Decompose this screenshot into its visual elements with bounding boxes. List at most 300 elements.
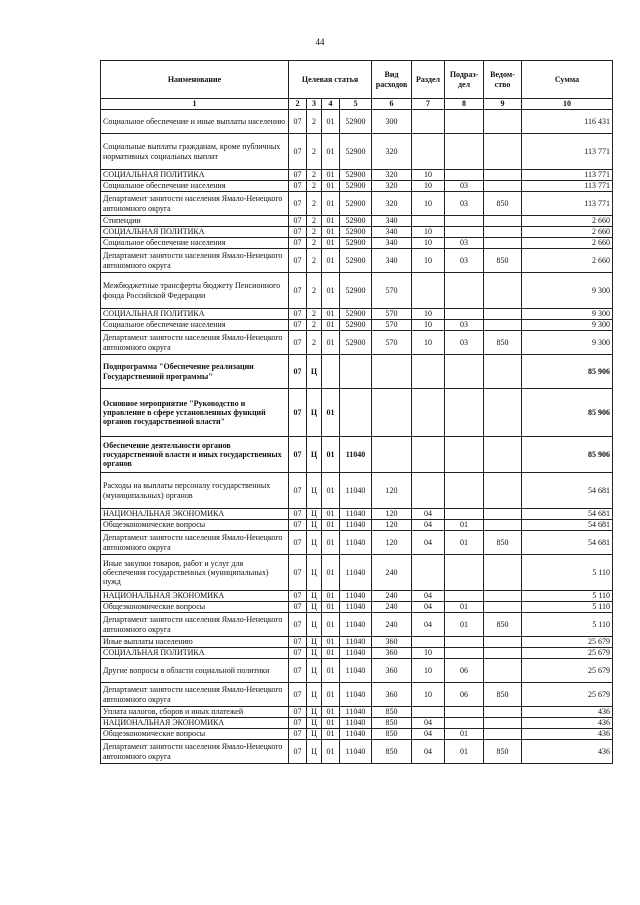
- direction-code-cell: 11040: [340, 648, 372, 659]
- table-row: [101, 531, 613, 555]
- expense-type-cell: 320: [372, 181, 412, 192]
- row-name-cell: НАЦИОНАЛЬНАЯ ЭКОНОМИКА: [101, 509, 289, 520]
- subprogram-code-cell: 2: [307, 331, 322, 355]
- direction-code-cell: 11040: [340, 707, 372, 718]
- row-name-cell: Департамент занятости населения Ямало-Ненецкого автономного округа: [101, 531, 289, 555]
- table-row: [101, 509, 613, 520]
- expense-type-cell: 240: [372, 555, 412, 591]
- direction-code-cell: 11040: [340, 659, 372, 683]
- event-code-cell: 01: [322, 181, 340, 192]
- sum-cell: 25 679: [522, 683, 613, 707]
- sum-cell: 436: [522, 729, 613, 740]
- column-number: 6: [372, 99, 412, 110]
- row-name-cell: Социальное обеспечение населения: [101, 320, 289, 331]
- table-row: [101, 473, 613, 509]
- subsection-cell: 01: [445, 602, 484, 613]
- section-cell: 10: [412, 181, 445, 192]
- table-row: [101, 591, 613, 602]
- program-code-cell: 07: [289, 320, 307, 331]
- program-code-cell: 07: [289, 216, 307, 227]
- direction-code-cell: 52900: [340, 320, 372, 331]
- table-row: [101, 659, 613, 683]
- table-row: [101, 437, 613, 473]
- sum-cell: 113 771: [522, 192, 613, 216]
- section-cell: 10: [412, 320, 445, 331]
- subprogram-code-cell: 2: [307, 249, 322, 273]
- row-name-cell: СОЦИАЛЬНАЯ ПОЛИТИКА: [101, 170, 289, 181]
- sum-cell: 2 660: [522, 238, 613, 249]
- subsection-cell: [445, 591, 484, 602]
- row-name-cell: НАЦИОНАЛЬНАЯ ЭКОНОМИКА: [101, 718, 289, 729]
- program-code-cell: 07: [289, 729, 307, 740]
- direction-code-cell: 11040: [340, 509, 372, 520]
- program-code-cell: 07: [289, 648, 307, 659]
- expense-type-cell: 320: [372, 134, 412, 170]
- section-cell: 04: [412, 509, 445, 520]
- program-code-cell: 07: [289, 437, 307, 473]
- expense-type-cell: 120: [372, 509, 412, 520]
- section-cell: 10: [412, 249, 445, 273]
- subprogram-code-cell: Ц: [307, 531, 322, 555]
- department-cell: [484, 437, 522, 473]
- row-name-cell: Общеэкономические вопросы: [101, 602, 289, 613]
- sum-cell: 9 300: [522, 331, 613, 355]
- subprogram-code-cell: Ц: [307, 729, 322, 740]
- table-row: [101, 192, 613, 216]
- direction-code-cell: 52900: [340, 238, 372, 249]
- expense-type-cell: 850: [372, 718, 412, 729]
- direction-code-cell: 11040: [340, 437, 372, 473]
- expense-type-cell: 850: [372, 740, 412, 764]
- subprogram-code-cell: 2: [307, 134, 322, 170]
- table-body: [101, 110, 613, 764]
- expense-type-cell: [372, 355, 412, 389]
- section-cell: [412, 637, 445, 648]
- department-cell: [484, 309, 522, 320]
- subsection-cell: 03: [445, 238, 484, 249]
- program-code-cell: 07: [289, 531, 307, 555]
- sum-cell: 5 110: [522, 613, 613, 637]
- program-code-cell: 07: [289, 249, 307, 273]
- expense-type-cell: 240: [372, 613, 412, 637]
- program-code-cell: 07: [289, 555, 307, 591]
- program-code-cell: 07: [289, 227, 307, 238]
- row-name-cell: СОЦИАЛЬНАЯ ПОЛИТИКА: [101, 309, 289, 320]
- department-cell: [484, 273, 522, 309]
- sum-cell: 436: [522, 718, 613, 729]
- event-code-cell: 01: [322, 249, 340, 273]
- section-cell: 10: [412, 170, 445, 181]
- row-name-cell: Социальное обеспечение и иные выплаты населению: [101, 110, 289, 134]
- direction-code-cell: 52900: [340, 227, 372, 238]
- department-cell: [484, 591, 522, 602]
- header-name: Наименование: [101, 61, 289, 99]
- event-code-cell: 01: [322, 718, 340, 729]
- department-cell: [484, 320, 522, 331]
- section-cell: 04: [412, 718, 445, 729]
- table-header-row: [101, 61, 613, 99]
- event-code-cell: 01: [322, 509, 340, 520]
- table-row: [101, 355, 613, 389]
- subsection-cell: 01: [445, 613, 484, 637]
- section-cell: 04: [412, 602, 445, 613]
- table-row: [101, 718, 613, 729]
- expense-type-cell: 120: [372, 520, 412, 531]
- sum-cell: 54 681: [522, 520, 613, 531]
- subprogram-code-cell: Ц: [307, 718, 322, 729]
- sum-cell: 116 431: [522, 110, 613, 134]
- program-code-cell: 07: [289, 591, 307, 602]
- department-cell: [484, 729, 522, 740]
- department-cell: [484, 181, 522, 192]
- column-number: 1: [101, 99, 289, 110]
- direction-code-cell: 52900: [340, 216, 372, 227]
- sum-cell: 25 679: [522, 637, 613, 648]
- subsection-cell: 06: [445, 659, 484, 683]
- sum-cell: 113 771: [522, 134, 613, 170]
- subsection-cell: [445, 509, 484, 520]
- event-code-cell: 01: [322, 238, 340, 249]
- department-cell: 850: [484, 249, 522, 273]
- section-cell: 04: [412, 591, 445, 602]
- subsection-cell: 01: [445, 740, 484, 764]
- section-cell: 04: [412, 729, 445, 740]
- section-cell: 10: [412, 309, 445, 320]
- event-code-cell: 01: [322, 192, 340, 216]
- table-row: [101, 389, 613, 437]
- subprogram-code-cell: Ц: [307, 473, 322, 509]
- program-code-cell: 07: [289, 659, 307, 683]
- budget-table: [100, 60, 613, 764]
- expense-type-cell: 570: [372, 309, 412, 320]
- header-subsection: Подраз-дел: [445, 61, 484, 99]
- program-code-cell: 07: [289, 707, 307, 718]
- direction-code-cell: 11040: [340, 602, 372, 613]
- event-code-cell: 01: [322, 309, 340, 320]
- direction-code-cell: 11040: [340, 520, 372, 531]
- subprogram-code-cell: 2: [307, 238, 322, 249]
- sum-cell: 436: [522, 707, 613, 718]
- program-code-cell: 07: [289, 273, 307, 309]
- section-cell: 04: [412, 531, 445, 555]
- subsection-cell: [445, 170, 484, 181]
- section-cell: 10: [412, 238, 445, 249]
- event-code-cell: 01: [322, 740, 340, 764]
- row-name-cell: Уплата налогов, сборов и иных платежей: [101, 707, 289, 718]
- table-row: [101, 181, 613, 192]
- header-section: Раздел: [412, 61, 445, 99]
- department-cell: 850: [484, 683, 522, 707]
- table-row: [101, 707, 613, 718]
- program-code-cell: 07: [289, 170, 307, 181]
- event-code-cell: 01: [322, 555, 340, 591]
- row-name-cell: Подпрограмма "Обеспечение реализации Государственной программы": [101, 355, 289, 389]
- section-cell: 10: [412, 648, 445, 659]
- sum-cell: 85 906: [522, 355, 613, 389]
- expense-type-cell: 240: [372, 591, 412, 602]
- subprogram-code-cell: Ц: [307, 659, 322, 683]
- subprogram-code-cell: 2: [307, 216, 322, 227]
- subsection-cell: [445, 473, 484, 509]
- event-code-cell: 01: [322, 227, 340, 238]
- section-cell: 10: [412, 227, 445, 238]
- subprogram-code-cell: Ц: [307, 740, 322, 764]
- expense-type-cell: 340: [372, 238, 412, 249]
- department-cell: [484, 648, 522, 659]
- table-row: [101, 216, 613, 227]
- subsection-cell: 01: [445, 729, 484, 740]
- row-name-cell: Общеэкономические вопросы: [101, 729, 289, 740]
- expense-type-cell: 360: [372, 659, 412, 683]
- program-code-cell: 07: [289, 520, 307, 531]
- expense-type-cell: 300: [372, 110, 412, 134]
- expense-type-cell: 340: [372, 227, 412, 238]
- row-name-cell: СОЦИАЛЬНАЯ ПОЛИТИКА: [101, 227, 289, 238]
- section-cell: [412, 355, 445, 389]
- event-code-cell: 01: [322, 134, 340, 170]
- direction-code-cell: 11040: [340, 555, 372, 591]
- program-code-cell: 07: [289, 683, 307, 707]
- row-name-cell: Другие вопросы в области социальной политики: [101, 659, 289, 683]
- section-cell: [412, 707, 445, 718]
- row-name-cell: Департамент занятости населения Ямало-Ненецкого автономного округа: [101, 683, 289, 707]
- direction-code-cell: 11040: [340, 729, 372, 740]
- direction-code-cell: 52900: [340, 273, 372, 309]
- row-name-cell: Департамент занятости населения Ямало-Ненецкого автономного округа: [101, 249, 289, 273]
- event-code-cell: [322, 355, 340, 389]
- subsection-cell: 03: [445, 181, 484, 192]
- sum-cell: 25 679: [522, 648, 613, 659]
- department-cell: 850: [484, 613, 522, 637]
- subsection-cell: [445, 309, 484, 320]
- expense-type-cell: 320: [372, 170, 412, 181]
- department-cell: [484, 602, 522, 613]
- row-name-cell: Социальное обеспечение населения: [101, 238, 289, 249]
- subprogram-code-cell: Ц: [307, 602, 322, 613]
- section-cell: 04: [412, 740, 445, 764]
- subsection-cell: [445, 437, 484, 473]
- direction-code-cell: 11040: [340, 473, 372, 509]
- subsection-cell: 01: [445, 520, 484, 531]
- subprogram-code-cell: 2: [307, 309, 322, 320]
- row-name-cell: Общеэкономические вопросы: [101, 520, 289, 531]
- direction-code-cell: 52900: [340, 249, 372, 273]
- section-cell: [412, 437, 445, 473]
- table-row: [101, 320, 613, 331]
- event-code-cell: 01: [322, 683, 340, 707]
- program-code-cell: 07: [289, 509, 307, 520]
- event-code-cell: 01: [322, 110, 340, 134]
- subprogram-code-cell: 2: [307, 320, 322, 331]
- direction-code-cell: 52900: [340, 192, 372, 216]
- program-code-cell: 07: [289, 389, 307, 437]
- event-code-cell: 01: [322, 613, 340, 637]
- event-code-cell: 01: [322, 648, 340, 659]
- expense-type-cell: 570: [372, 273, 412, 309]
- direction-code-cell: 52900: [340, 331, 372, 355]
- sum-cell: 54 681: [522, 473, 613, 509]
- subprogram-code-cell: 2: [307, 227, 322, 238]
- expense-type-cell: 340: [372, 249, 412, 273]
- section-cell: 10: [412, 192, 445, 216]
- section-cell: [412, 110, 445, 134]
- department-cell: [484, 555, 522, 591]
- department-cell: [484, 509, 522, 520]
- column-number: 3: [307, 99, 322, 110]
- expense-type-cell: 340: [372, 216, 412, 227]
- direction-code-cell: [340, 355, 372, 389]
- department-cell: 850: [484, 192, 522, 216]
- event-code-cell: 01: [322, 707, 340, 718]
- sum-cell: 54 681: [522, 531, 613, 555]
- subprogram-code-cell: Ц: [307, 707, 322, 718]
- program-code-cell: 07: [289, 613, 307, 637]
- expense-type-cell: 240: [372, 602, 412, 613]
- department-cell: [484, 637, 522, 648]
- row-name-cell: Социальное обеспечение населения: [101, 181, 289, 192]
- table-row: [101, 683, 613, 707]
- row-name-cell: НАЦИОНАЛЬНАЯ ЭКОНОМИКА: [101, 591, 289, 602]
- expense-type-cell: 120: [372, 473, 412, 509]
- header-department: Ведом-ство: [484, 61, 522, 99]
- section-cell: 10: [412, 331, 445, 355]
- table-row: [101, 613, 613, 637]
- program-code-cell: 07: [289, 192, 307, 216]
- section-cell: 10: [412, 659, 445, 683]
- department-cell: [484, 520, 522, 531]
- subsection-cell: [445, 648, 484, 659]
- subsection-cell: [445, 637, 484, 648]
- program-code-cell: 07: [289, 134, 307, 170]
- event-code-cell: 01: [322, 659, 340, 683]
- program-code-cell: 07: [289, 181, 307, 192]
- program-code-cell: 07: [289, 473, 307, 509]
- column-number: 7: [412, 99, 445, 110]
- event-code-cell: 01: [322, 170, 340, 181]
- department-cell: 850: [484, 740, 522, 764]
- direction-code-cell: 52900: [340, 181, 372, 192]
- direction-code-cell: 11040: [340, 613, 372, 637]
- department-cell: [484, 389, 522, 437]
- expense-type-cell: 850: [372, 729, 412, 740]
- table-row: [101, 555, 613, 591]
- row-name-cell: Социальные выплаты гражданам, кроме публичных нормативных социальных выплат: [101, 134, 289, 170]
- column-number: 10: [522, 99, 613, 110]
- subprogram-code-cell: Ц: [307, 520, 322, 531]
- sum-cell: 85 906: [522, 389, 613, 437]
- table-row: [101, 238, 613, 249]
- direction-code-cell: 52900: [340, 110, 372, 134]
- subsection-cell: 03: [445, 331, 484, 355]
- subsection-cell: [445, 216, 484, 227]
- row-name-cell: Иные закупки товаров, работ и услуг для обеспечения государственных (муниципальных) нужд: [101, 555, 289, 591]
- column-number: 8: [445, 99, 484, 110]
- event-code-cell: 01: [322, 216, 340, 227]
- event-code-cell: 01: [322, 531, 340, 555]
- expense-type-cell: 360: [372, 683, 412, 707]
- sum-cell: 436: [522, 740, 613, 764]
- row-name-cell: Департамент занятости населения Ямало-Ненецкого автономного округа: [101, 740, 289, 764]
- table-row: [101, 249, 613, 273]
- row-name-cell: Департамент занятости населения Ямало-Ненецкого автономного округа: [101, 331, 289, 355]
- row-name-cell: Основное мероприятие "Руководство и управление в сфере установленных функций органов государственной власти": [101, 389, 289, 437]
- direction-code-cell: 11040: [340, 718, 372, 729]
- subprogram-code-cell: Ц: [307, 637, 322, 648]
- direction-code-cell: 11040: [340, 683, 372, 707]
- sum-cell: 85 906: [522, 437, 613, 473]
- column-number: 4: [322, 99, 340, 110]
- program-code-cell: 07: [289, 637, 307, 648]
- subsection-cell: 01: [445, 531, 484, 555]
- table-row: [101, 729, 613, 740]
- row-name-cell: СОЦИАЛЬНАЯ ПОЛИТИКА: [101, 648, 289, 659]
- expense-type-cell: [372, 437, 412, 473]
- department-cell: [484, 134, 522, 170]
- subprogram-code-cell: 2: [307, 192, 322, 216]
- department-cell: [484, 659, 522, 683]
- row-name-cell: Расходы на выплаты персоналу государственных (муниципальных) органов: [101, 473, 289, 509]
- subsection-cell: 03: [445, 320, 484, 331]
- expense-type-cell: [372, 389, 412, 437]
- expense-type-cell: 850: [372, 707, 412, 718]
- department-cell: 850: [484, 331, 522, 355]
- subsection-cell: [445, 555, 484, 591]
- subsection-cell: [445, 389, 484, 437]
- department-cell: [484, 707, 522, 718]
- event-code-cell: 01: [322, 389, 340, 437]
- program-code-cell: 07: [289, 331, 307, 355]
- subprogram-code-cell: Ц: [307, 509, 322, 520]
- table-row: [101, 227, 613, 238]
- department-cell: [484, 216, 522, 227]
- expense-type-cell: 360: [372, 637, 412, 648]
- subsection-cell: 03: [445, 192, 484, 216]
- sum-cell: 54 681: [522, 509, 613, 520]
- subprogram-code-cell: 2: [307, 170, 322, 181]
- subprogram-code-cell: Ц: [307, 437, 322, 473]
- expense-type-cell: 570: [372, 331, 412, 355]
- subprogram-code-cell: Ц: [307, 389, 322, 437]
- event-code-cell: 01: [322, 331, 340, 355]
- direction-code-cell: 52900: [340, 170, 372, 181]
- event-code-cell: 01: [322, 473, 340, 509]
- expense-type-cell: 360: [372, 648, 412, 659]
- subprogram-code-cell: 2: [307, 110, 322, 134]
- subsection-cell: [445, 707, 484, 718]
- subsection-cell: [445, 227, 484, 238]
- program-code-cell: 07: [289, 740, 307, 764]
- section-cell: [412, 555, 445, 591]
- department-cell: 850: [484, 531, 522, 555]
- table-row: [101, 170, 613, 181]
- section-cell: 10: [412, 683, 445, 707]
- column-number-row: [101, 99, 613, 110]
- sum-cell: 9 300: [522, 309, 613, 320]
- program-code-cell: 07: [289, 355, 307, 389]
- section-cell: [412, 389, 445, 437]
- event-code-cell: 01: [322, 637, 340, 648]
- subprogram-code-cell: Ц: [307, 591, 322, 602]
- section-cell: 04: [412, 613, 445, 637]
- department-cell: [484, 355, 522, 389]
- table-row: [101, 602, 613, 613]
- direction-code-cell: [340, 389, 372, 437]
- row-name-cell: Стипендии: [101, 216, 289, 227]
- subprogram-code-cell: Ц: [307, 355, 322, 389]
- row-name-cell: Обеспечение деятельности органов государственной власти и иных государственных органов: [101, 437, 289, 473]
- event-code-cell: 01: [322, 591, 340, 602]
- subprogram-code-cell: 2: [307, 273, 322, 309]
